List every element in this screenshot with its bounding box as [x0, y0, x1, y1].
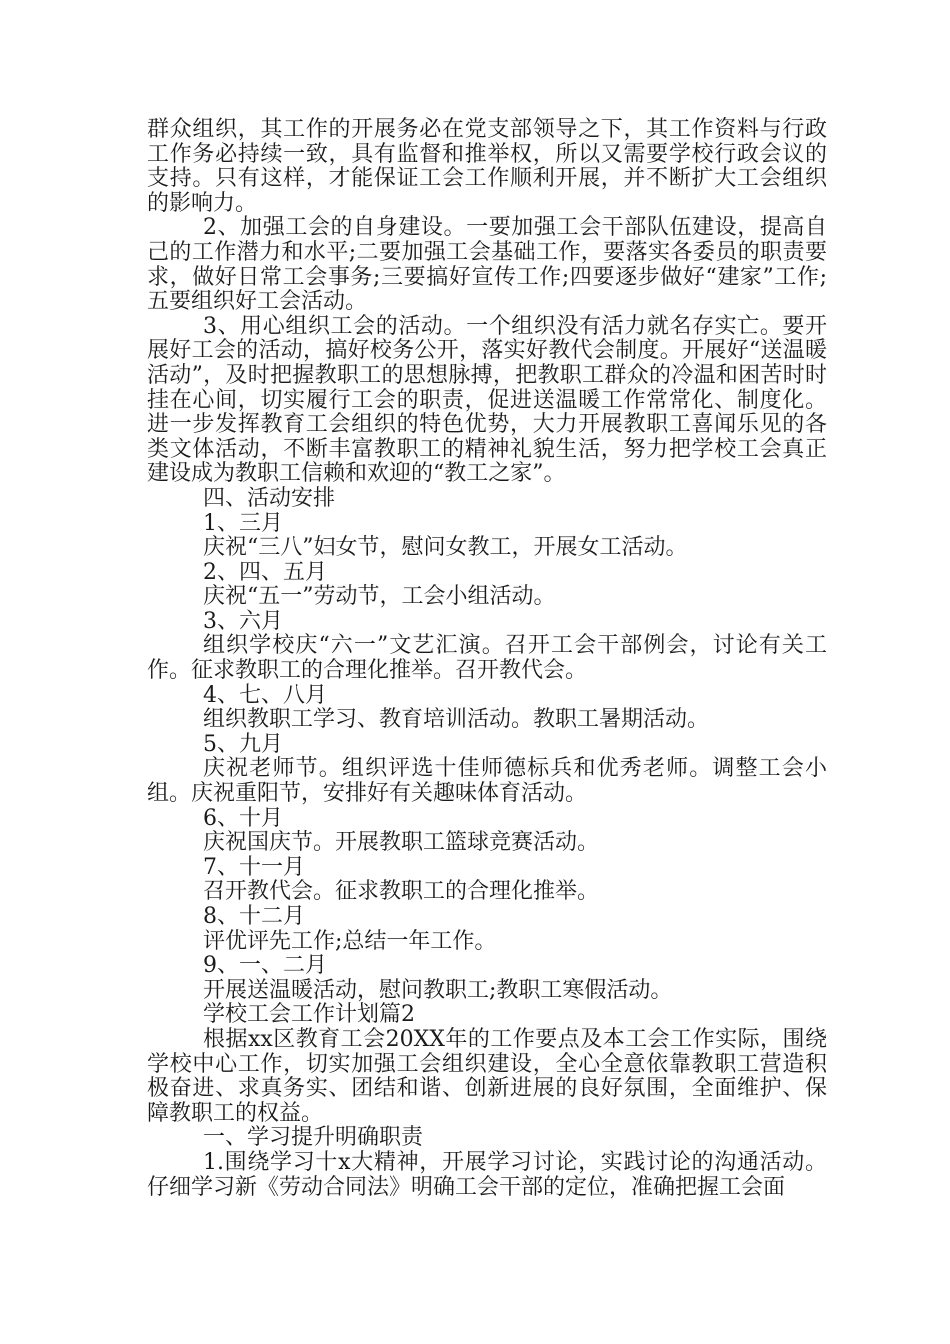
month-activity: 组织学校庆“六一”文艺汇演。召开工会干部例会，讨论有关工作。征求教职工的合理化推举。召开教代会。: [147, 633, 827, 684]
month-heading: 9、一、二月: [203, 953, 327, 979]
month-activity: 庆祝老师节。组织评选十佳师德标兵和优秀老师。调整工会小组。庆祝重阳节，安排好有关趣味体育活动。: [147, 756, 827, 807]
month-activity: 召开教代会。征求教职工的合理化推举。: [203, 879, 600, 905]
month-heading: 7、十一月: [203, 854, 305, 880]
paragraph-item-3: 3、用心组织工会的活动。一个组织没有活力就名存实亡。要开展好工会的活动，搞好校务公开，落实好教代会制度。开展好“送温暖活动”，及时把握教职工的思想脉搏，把教职工群众的冷温和困苦时时挂在心间，切实履行工会的职责，促进送温暖工作常常化、制度化。进一步发挥教育工会组织的特色优势，大力开展教职工喜闻乐见的各类文体活动，不断丰富教职工的精神礼貌生活，努力把学校工会真正建设成为教职工信赖和欢迎的“教工之家”。: [147, 313, 827, 487]
month-activity: 开展送温暖活动，慰问教职工;教职工寒假活动。: [203, 977, 673, 1003]
paragraph-item-2: 2、加强工会的自身建设。一要加强工会干部队伍建设，提高自己的工作潜力和水平;二要加强工会基础工作，要落实各委员的职责要求，做好日常工会事务;三要搞好宣传工作;四要逐步做好“建家”工作;五要组织好工会活动。: [147, 215, 827, 315]
month-activity: 庆祝“三八”妇女节，慰问女教工，开展女工活动。: [203, 535, 688, 561]
month-activity: 庆祝国庆节。开展教职工篮球竞赛活动。: [203, 830, 600, 856]
month-heading: 1、三月: [203, 510, 283, 536]
section-heading-study: 一、学习提升明确职责: [203, 1125, 424, 1151]
month-activity: 评优评先工作;总结一年工作。: [203, 928, 497, 954]
month-activity: 庆祝“五一”劳动节，工会小组活动。: [203, 584, 556, 610]
month-heading: 3、六月: [203, 608, 283, 634]
month-heading: 8、十二月: [203, 904, 305, 929]
document-page: [147, 118, 827, 1200]
month-heading: 4、七、八月: [203, 682, 327, 708]
month-heading: 6、十月: [203, 805, 283, 831]
paragraph-intro: 根据xx区教育工会20XX年的工作要点及本工会工作实际，围绕学校中心工作，切实加强工会组织建设，全心全意依靠教职工营造积极奋进、求真务实、团结和谐、创新进展的良好氛围，全面维护、保障教职工的权益。: [147, 1026, 827, 1126]
plan-title: 学校工会工作计划篇2: [203, 1002, 415, 1028]
section-heading-activities: 四、活动安排: [203, 485, 336, 511]
month-heading: 2、四、五月: [203, 559, 327, 585]
month-heading: 5、九月: [203, 731, 283, 757]
month-activity: 组织教职工学习、教育培训活动。教职工暑期活动。: [203, 707, 710, 733]
paragraph-study: 1.围绕学习十x大精神，开展学习讨论，实践讨论的沟通活动。仔细学习新《劳动合同法》明确工会干部的定位，准确把握工会面: [147, 1149, 827, 1200]
paragraph-continued: 群众组织，其工作的开展务必在党支部领导之下，其工作资料与行政工作务必持续一致，具有监督和推举权，所以又需要学校行政会议的支持。只有这样，才能保证工会工作顺利开展，并不断扩大工会组织的影响力。: [147, 117, 827, 216]
